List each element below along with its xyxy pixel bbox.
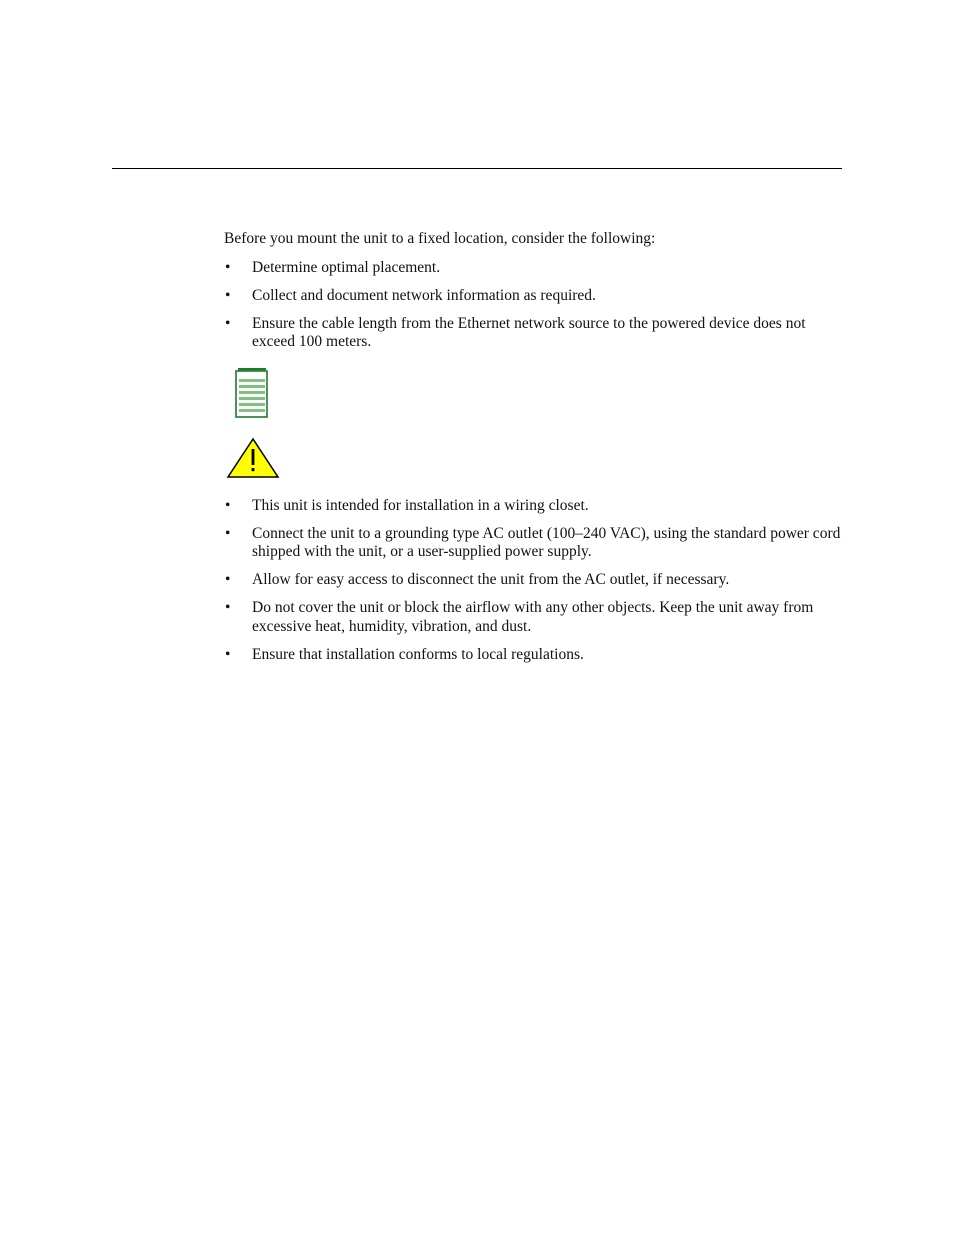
list-item — [224, 571, 844, 590]
bullet-icon: • — [225, 286, 231, 304]
list-item-text: Do not cover the unit or block the airflow with any other objects. Keep the unit away from excessive heat, humidity, vibration, and dust. — [252, 599, 814, 635]
list-item-text: Collect and document network information as required. — [252, 286, 596, 304]
list-item-text: Ensure the cable length from the Ethernet network source to the powered device does not exceed 100 meters. — [252, 314, 806, 350]
note-icon — [235, 367, 269, 419]
installation-list — [224, 497, 844, 665]
document-body — [224, 230, 844, 674]
list-item-text: Determine optimal placement. — [252, 258, 441, 276]
caution-row — [224, 437, 844, 489]
bullet-icon: • — [225, 524, 231, 542]
list-item — [224, 259, 844, 278]
bullet-icon: • — [225, 645, 231, 663]
list-item — [224, 315, 844, 352]
list-item — [224, 287, 844, 306]
considerations-list — [224, 259, 844, 352]
bullet-icon: • — [225, 496, 231, 514]
intro-paragraph: Before you mount the unit to a fixed location, consider the following: — [224, 230, 656, 247]
note-row — [224, 367, 844, 437]
header-rule — [112, 168, 842, 169]
bullet-icon: • — [225, 258, 231, 276]
bullet-icon: • — [225, 571, 231, 588]
caution-icon — [226, 437, 280, 479]
list-item — [224, 599, 844, 636]
list-item — [224, 525, 844, 562]
list-item — [224, 497, 844, 516]
bullet-icon: • — [225, 599, 231, 616]
list-item — [224, 646, 844, 665]
list-item-text: Allow for easy access to disconnect the unit from the AC outlet, if necessary. — [252, 571, 730, 588]
bullet-icon: • — [225, 314, 231, 332]
list-item-text: This unit is intended for installation in a wiring closet. — [252, 496, 589, 514]
list-item-text: Connect the unit to a grounding type AC outlet (100–240 VAC), using the standard power cord shipped with the unit, or a user-supplied power supply. — [252, 524, 841, 560]
list-item-text: Ensure that installation conforms to local regulations. — [252, 645, 584, 663]
